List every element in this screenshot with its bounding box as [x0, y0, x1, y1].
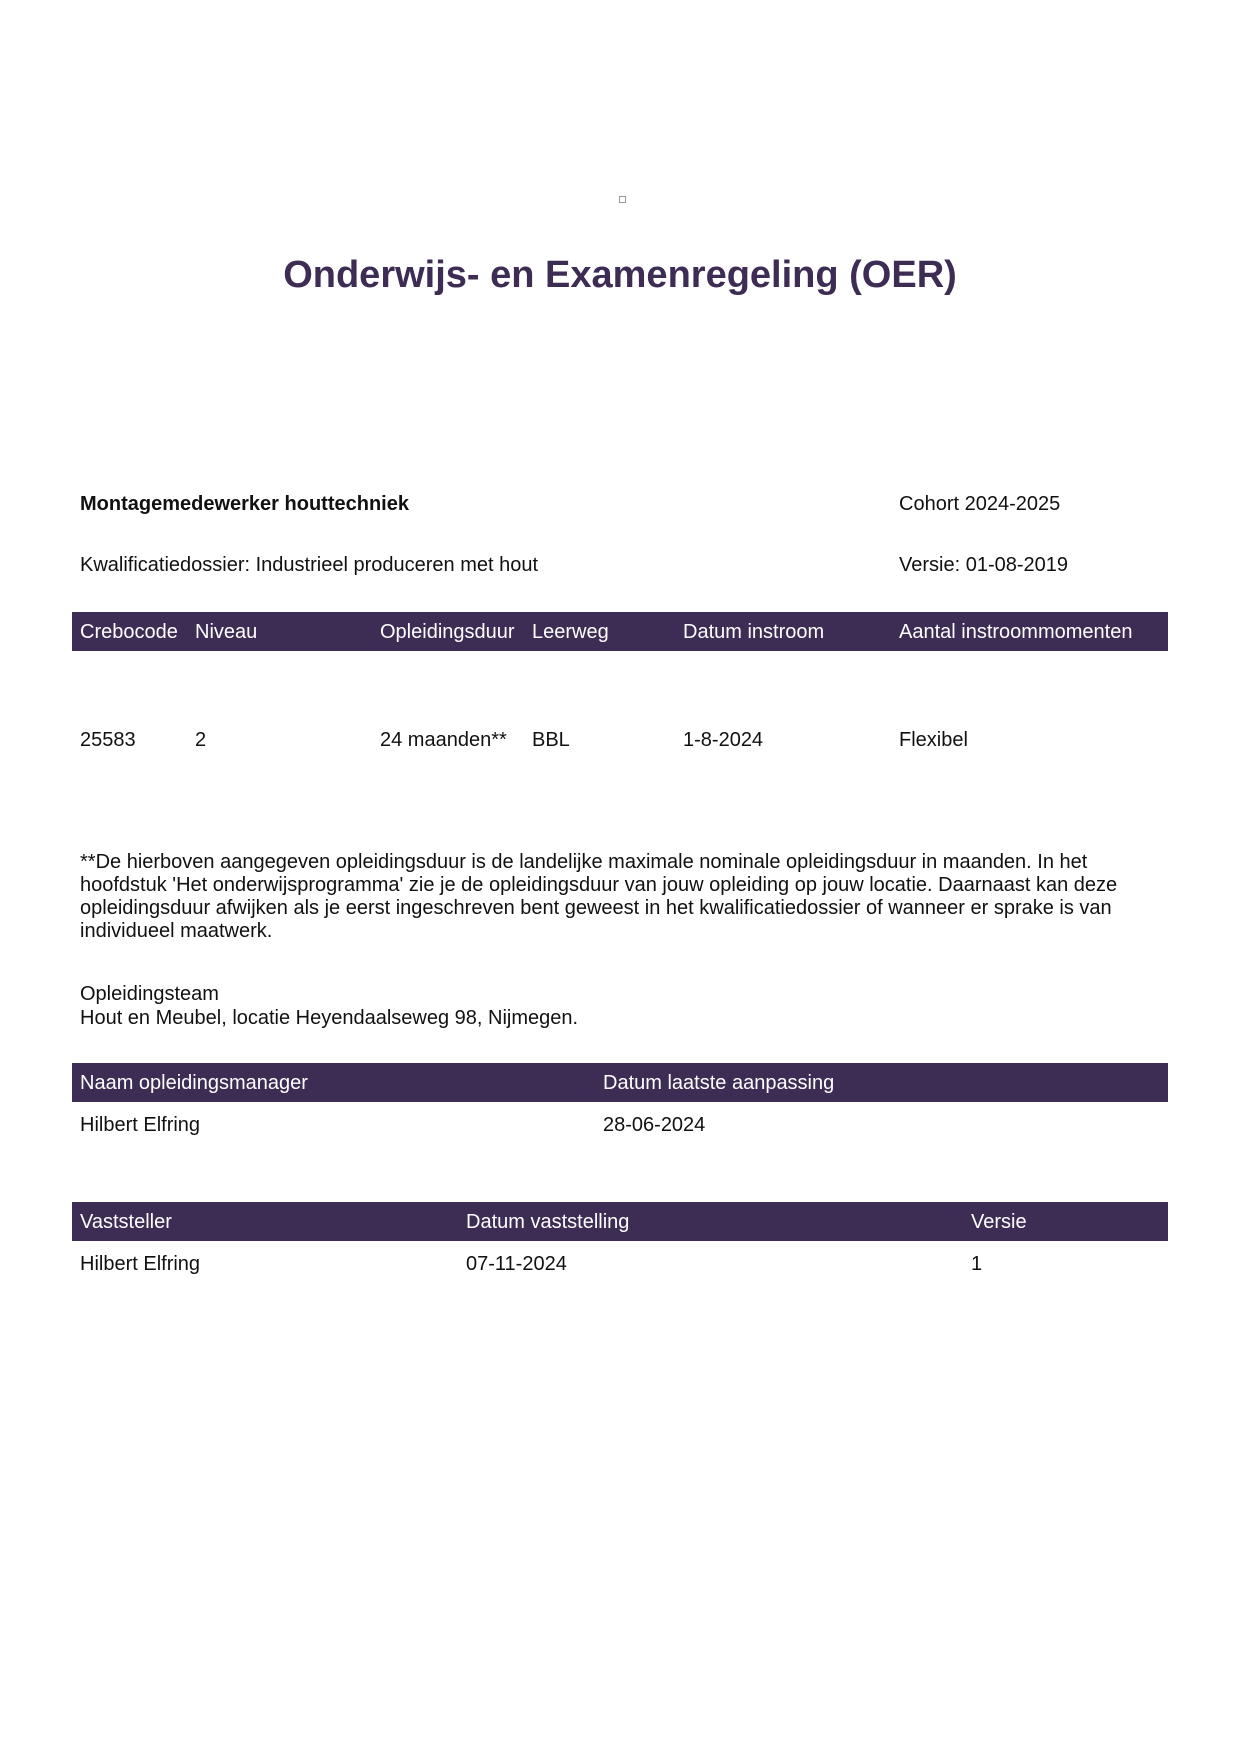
header-leerweg: Leerweg: [532, 621, 609, 643]
team-label: Opleidingsteam: [80, 983, 219, 1005]
program-table-header: [72, 612, 1168, 651]
header-opleidingsduur: Opleidingsduur: [380, 621, 515, 643]
header-last-change: Datum laatste aanpassing: [603, 1072, 835, 1094]
header-instroommomenten: Aantal instroommomenten: [899, 621, 1133, 643]
version-date: Versie: 01-08-2019: [899, 554, 1069, 576]
cell-opleidingsduur: 24 maanden**: [380, 729, 507, 751]
qualification-dossier: Kwalificatiedossier: Industrieel produceren met hout: [80, 554, 539, 576]
header-datum-instroom: Datum instroom: [683, 621, 825, 643]
cell-leerweg: BBL: [532, 729, 570, 751]
cell-manager-name: Hilbert Elfring: [80, 1114, 201, 1136]
header-crebocode: Crebocode: [80, 621, 178, 643]
header-manager-name: Naam opleidingsmanager: [80, 1072, 308, 1094]
cohort: Cohort 2024-2025: [899, 493, 1061, 515]
approval-table-header: [72, 1202, 1168, 1241]
manager-table-header: [72, 1063, 1168, 1102]
logo-placeholder: [619, 196, 626, 203]
cell-versie: 1: [971, 1253, 983, 1275]
page-title: Onderwijs- en Examenregeling (OER): [283, 254, 957, 296]
cell-datum-instroom: 1-8-2024: [683, 729, 764, 751]
header-versie: Versie: [971, 1211, 1027, 1233]
team-location: Hout en Meubel, locatie Heyendaalseweg 98, Nijmegen.: [80, 1007, 579, 1029]
program-name: Montagemedewerker houttechniek: [80, 493, 409, 515]
cell-last-change: 28-06-2024: [603, 1114, 706, 1136]
header-vaststeller: Vaststeller: [80, 1211, 172, 1233]
cell-niveau: 2: [195, 729, 207, 751]
footnote: **De hierboven aangegeven opleidingsduur is de landelijke maximale nominale opleidingsduur in maanden. In het hoofdstuk 'Het onderwijsprogramma' zie je de opleidingsduur van jouw opleiding op jouw locatie. Daarnaast kan deze opleidingsduur afwijken als je eerst ingeschreven bent geweest in het kwalificatiedossier of wanneer er sprake is van individueel maatwerk.: [80, 851, 1118, 942]
header-niveau: Niveau: [195, 621, 258, 643]
cell-crebocode: 25583: [80, 729, 136, 751]
cell-datum-vaststelling: 07-11-2024: [466, 1253, 567, 1275]
cell-vaststeller: Hilbert Elfring: [80, 1253, 201, 1275]
header-datum-vaststelling: Datum vaststelling: [466, 1211, 630, 1233]
cell-instroommomenten: Flexibel: [899, 729, 968, 751]
